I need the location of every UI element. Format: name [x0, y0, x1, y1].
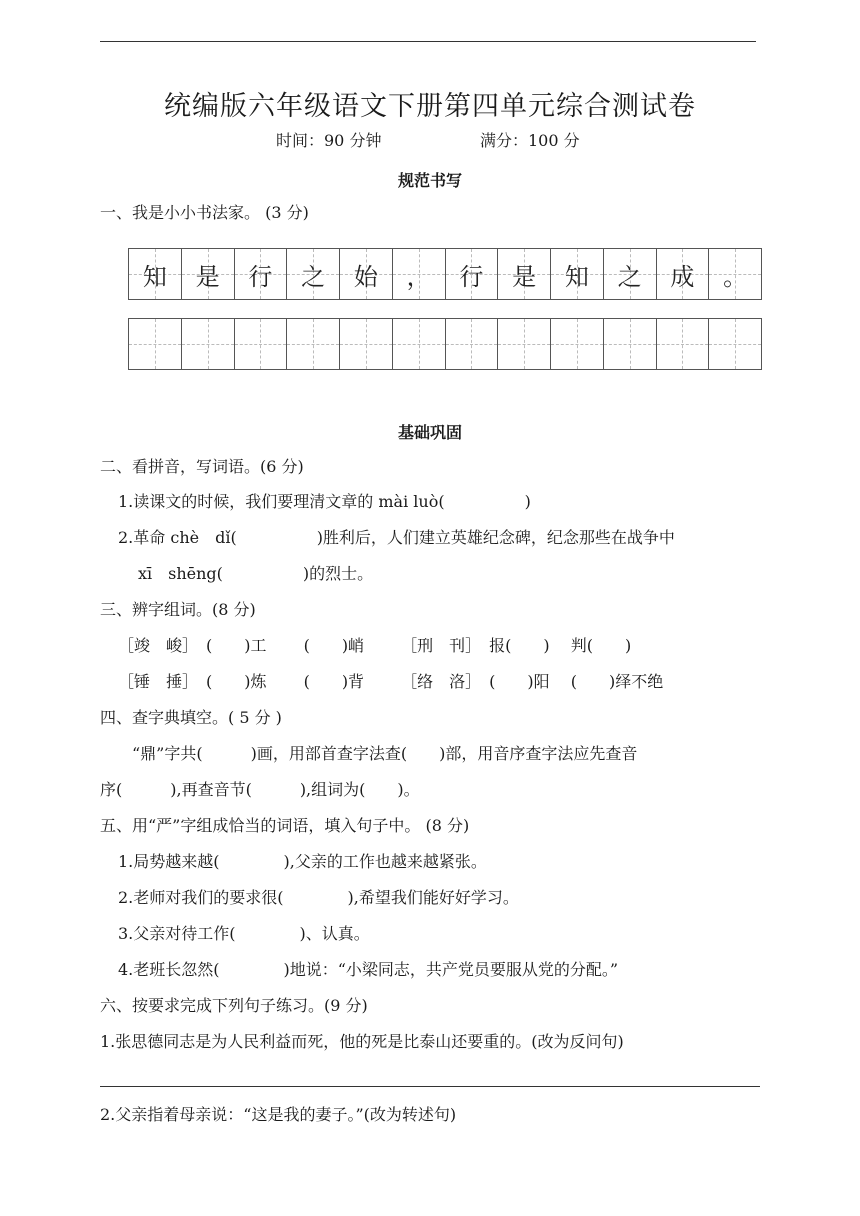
question-2-heading: 二、看拼音，写词语。(6 分) [100, 457, 304, 476]
question-6-heading: 六、按要求完成下列句子练习。(9 分) [100, 996, 368, 1015]
model-cell [235, 249, 288, 299]
question-2-line: xī shēng( )的烈士。 [138, 564, 374, 583]
question-3-line: ［锤 捶］ ( )炼 ( )背 ［络 洛］ ( )阳 ( )绎不绝 [118, 672, 664, 691]
exam-time: 时间：90 分钟 [276, 131, 382, 150]
model-cell [657, 249, 710, 299]
question-1-heading: 一、我是小小书法家。 (3 分) [100, 203, 309, 222]
practice-cell[interactable] [287, 319, 340, 369]
model-cell [446, 249, 499, 299]
model-cell [287, 249, 340, 299]
practice-cell[interactable] [498, 319, 551, 369]
model-char: 。 [723, 262, 748, 291]
practice-cell[interactable] [129, 319, 182, 369]
practice-cell[interactable] [340, 319, 393, 369]
model-char: 是 [195, 262, 220, 291]
question-4-line: 序( ),再查音节( ),组词为( )。 [100, 780, 420, 799]
model-cell [709, 249, 761, 299]
model-cell [129, 249, 182, 299]
practice-cell[interactable] [235, 319, 288, 369]
model-char: 成 [670, 262, 695, 291]
practice-cell[interactable] [551, 319, 604, 369]
question-5-line: 2.老师对我们的要求很( ),希望我们能好好学习。 [118, 888, 519, 907]
model-cell [498, 249, 551, 299]
question-2-line: 1.读课文的时候，我们要理清文章的 mài luò( ) [118, 492, 531, 511]
practice-cell[interactable] [446, 319, 499, 369]
section-heading-writing: 规范书写 [397, 171, 462, 190]
question-5-line: 3.父亲对待工作( )、认真。 [118, 924, 370, 943]
model-char: 行 [459, 262, 484, 291]
model-cell [551, 249, 604, 299]
model-char: 始 [353, 262, 378, 291]
calligraphy-practice-row[interactable] [128, 318, 762, 370]
model-cell [340, 249, 393, 299]
model-char: 知 [564, 262, 589, 291]
model-char: 之 [301, 262, 326, 291]
practice-cell[interactable] [604, 319, 657, 369]
top-rule [100, 41, 756, 42]
question-2-line: 2.革命 chè dǐ( )胜利后，人们建立英雄纪念碑，纪念那些在战争中 [118, 528, 675, 547]
exam-full-score: 满分：100 分 [480, 131, 580, 150]
answer-line[interactable] [100, 1086, 760, 1087]
question-5-heading: 五、用“严”字组成恰当的词语，填入句子中。 (8 分) [100, 816, 470, 835]
question-3-heading: 三、辨字组词。(8 分) [100, 600, 256, 619]
model-char: 之 [617, 262, 642, 291]
question-6-line: 2.父亲指着母亲说：“这是我的妻子。”(改为转述句) [100, 1105, 457, 1124]
model-cell [604, 249, 657, 299]
question-4-line: “鼎”字共( )画，用部首查字法查( )部，用音序查字法应先查音 [132, 744, 638, 763]
question-5-line: 1.局势越来越( ),父亲的工作也越来越紧张。 [118, 852, 487, 871]
question-4-heading: 四、查字典填空。( 5 分 ) [100, 708, 282, 727]
model-char: 行 [248, 262, 273, 291]
model-cell [393, 249, 446, 299]
practice-cell[interactable] [709, 319, 761, 369]
question-5-line: 4.老班长忽然( )地说：“小梁同志，共产党员要服从党的分配。” [118, 960, 619, 979]
section-heading-basics: 基础巩固 [397, 423, 462, 442]
practice-cell[interactable] [182, 319, 235, 369]
model-char: 知 [142, 262, 167, 291]
model-char: 是 [512, 262, 537, 291]
practice-cell[interactable] [393, 319, 446, 369]
question-3-line: ［竣 峻］ ( )工 ( )峭 ［刑 刊］ 报( ) 判( ) [118, 636, 632, 655]
model-char: ， [406, 262, 431, 291]
question-6-line: 1.张思德同志是为人民利益而死，他的死是比泰山还要重的。(改为反问句) [100, 1032, 624, 1051]
practice-cell[interactable] [657, 319, 710, 369]
model-cell [182, 249, 235, 299]
page-title: 统编版六年级语文下册第四单元综合测试卷 [164, 91, 696, 122]
calligraphy-model-row [128, 248, 762, 300]
